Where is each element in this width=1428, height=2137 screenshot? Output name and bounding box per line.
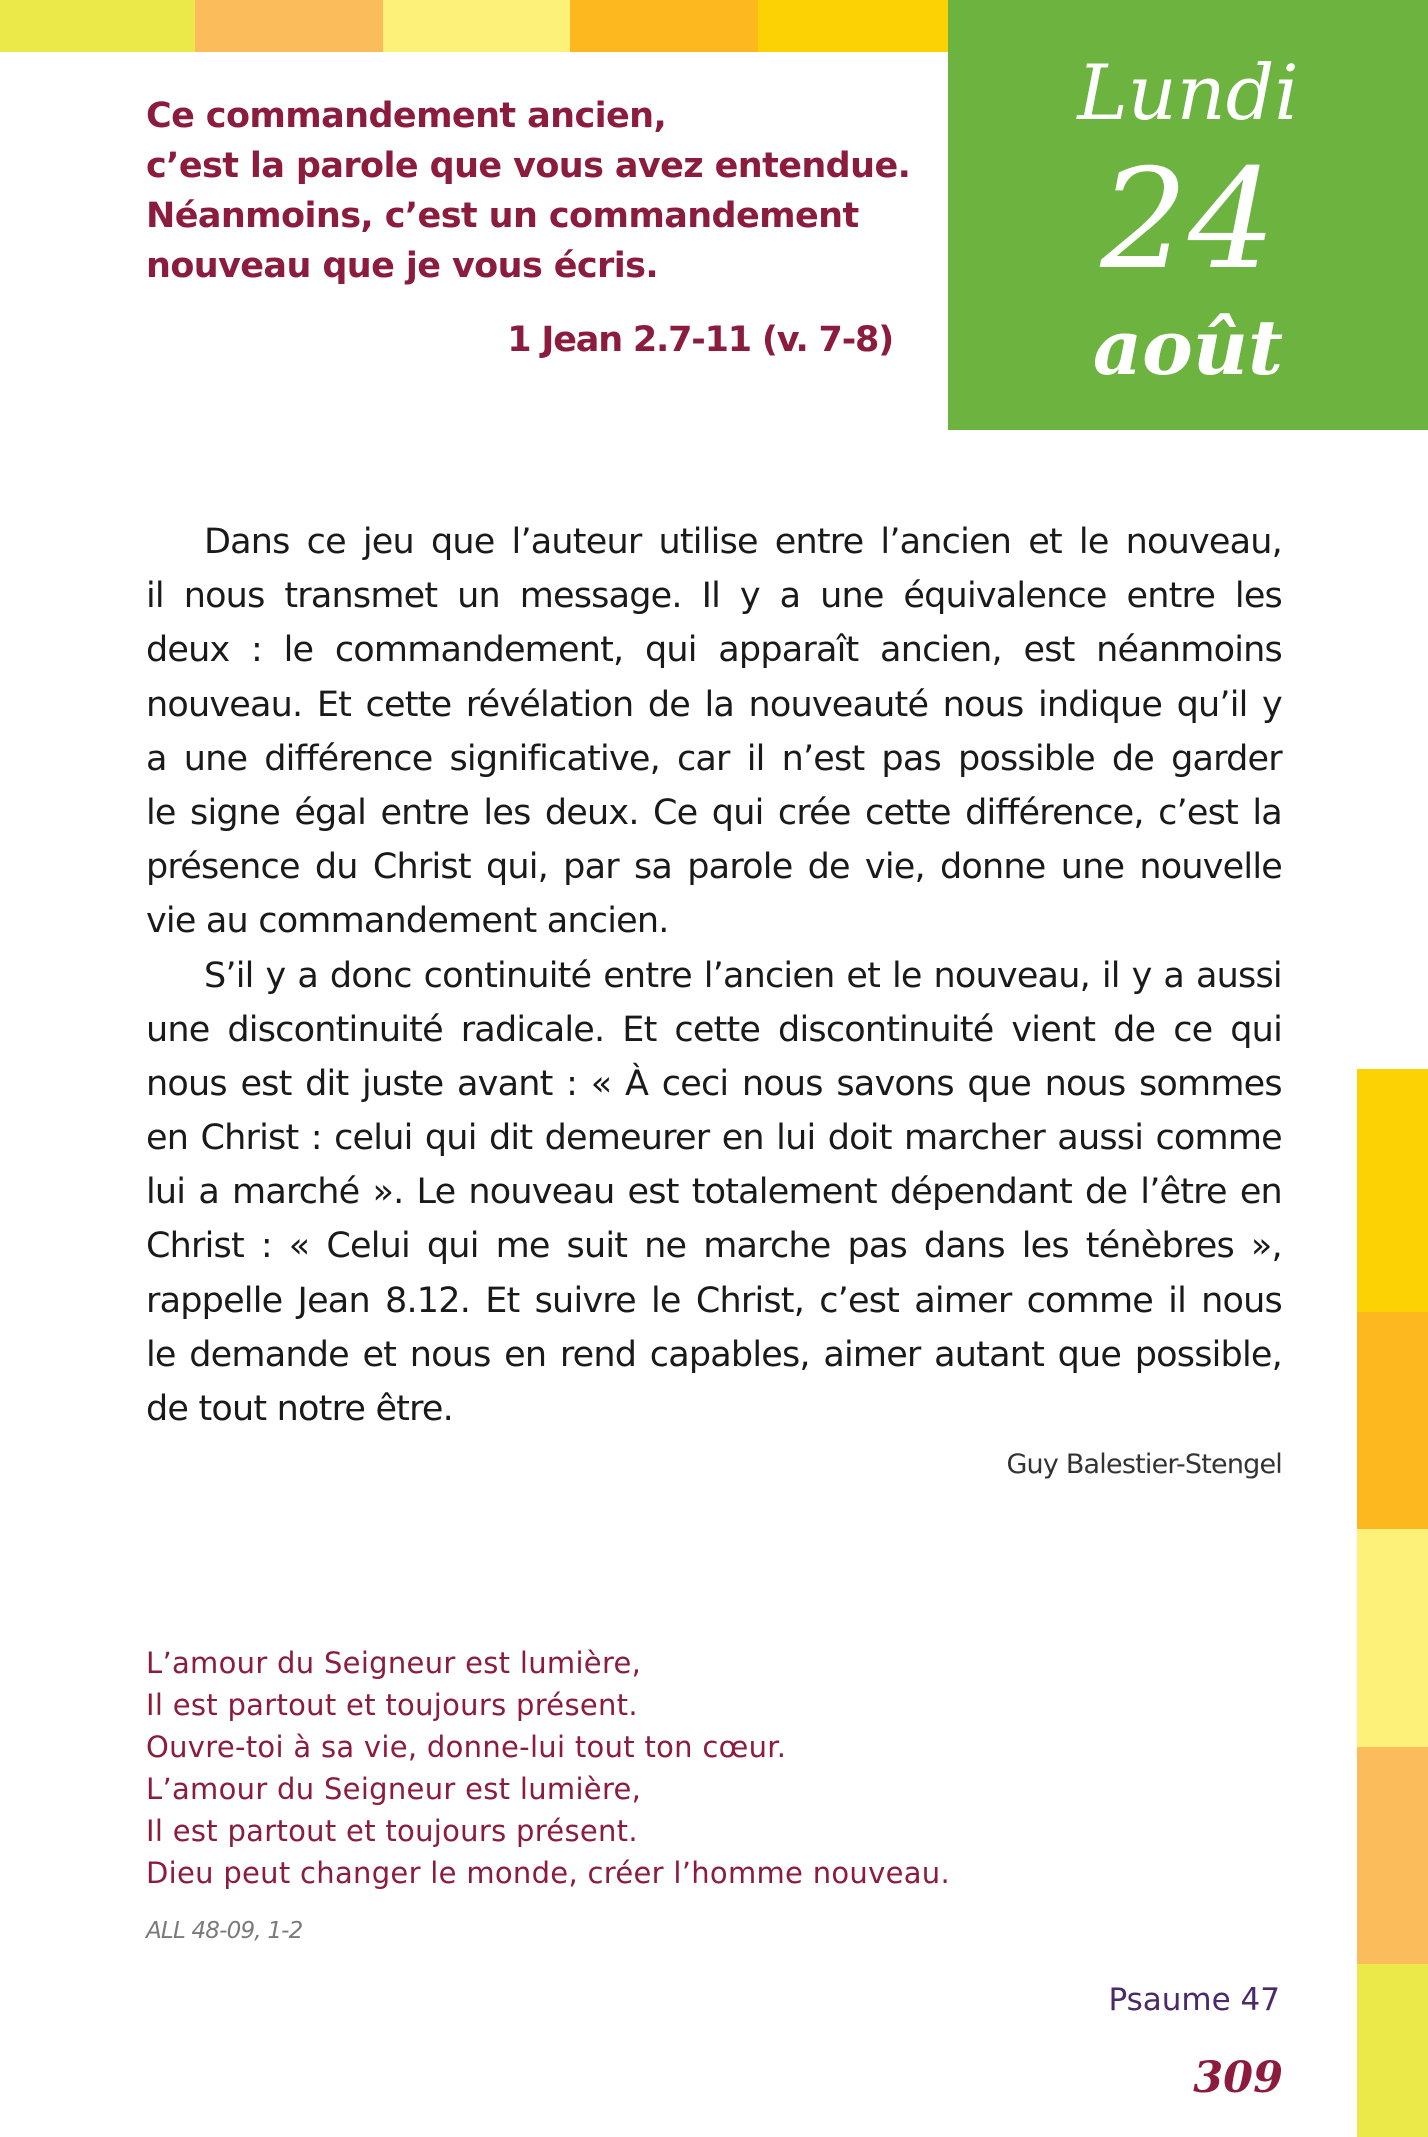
meditation-word: dit [305,1063,349,1104]
meditation-word: nouvelle [1139,847,1282,888]
meditation-word: a [297,955,318,996]
meditation-word: et [1028,522,1062,562]
meditation-word: ». [372,1172,404,1213]
meditation-word: dans [923,1226,1005,1267]
verse-reference: 1 Jean 2.7-11 (v. 7-8) [507,320,893,360]
meditation-word: garder [1171,738,1282,779]
meditation-word: nous [146,1063,227,1104]
meditation-word: il [146,576,164,617]
meditation-word: pas [847,1226,907,1267]
meditation-word: la [1252,792,1282,833]
meditation-line [146,732,1282,786]
meditation-word: Celui [326,1226,410,1267]
top-stripe-4 [570,0,758,52]
side-stripe-2 [1357,1312,1428,1529]
meditation-word: est [1023,630,1075,671]
meditation-word: de [1111,738,1155,779]
meditation-word: marché [232,1172,360,1213]
meditation-word: le [651,1280,681,1321]
meditation-word: l’auteur [511,522,642,562]
meditation-word: y [1262,684,1282,725]
meditation-word: Et [485,1280,520,1321]
meditation-word: », [1250,1226,1282,1267]
hymn-line: L’amour du Seigneur est lumière, [146,1772,642,1806]
meditation-word: continuité [423,955,592,996]
meditation-word: signe [190,792,280,833]
meditation-word: présence [146,847,300,888]
meditation-word: suit [566,1226,628,1267]
bible-verse [146,91,936,291]
meditation-word: nous [942,684,1024,725]
meditation-word: dit [488,1118,533,1159]
meditation-word: n’est [781,738,865,779]
meditation-word: lui [776,1118,816,1159]
meditation-word: il [1168,1280,1186,1321]
meditation-word: autant [934,1334,1045,1375]
meditation-word: différence, [965,792,1144,833]
meditation-word: entre [774,522,864,562]
meditation-word: entre [1126,576,1216,617]
meditation-word: : [251,630,263,671]
meditation-line [146,623,1282,677]
meditation-word: que [967,1063,1031,1104]
meditation-word: ce [1173,1009,1213,1050]
meditation-word: S’il [204,955,254,996]
meditation-word: il [746,738,765,779]
meditation-word: possible [957,738,1095,779]
meditation-word: y [265,955,286,996]
meditation-word: Dans [204,522,290,562]
meditation-word: Jean [297,1280,370,1321]
meditation-word: que [1057,1334,1122,1375]
meditation-word: discontinuité [778,1009,994,1050]
meditation-word: nouveauté [748,684,929,725]
meditation-line [146,1003,1282,1057]
meditation-word: capables, [649,1334,810,1375]
meditation-word: me [495,1226,550,1267]
meditation-word: une [146,1009,210,1050]
meditation-word: de [807,847,850,888]
meditation-word: les [1234,576,1282,617]
meditation-word: a [779,576,801,617]
meditation-word: lui [146,1172,186,1213]
meditation-word: ancien, [880,630,1002,671]
meditation-word: parole [687,847,793,888]
meditation-word: vie, [864,847,925,888]
meditation-word: de [647,684,690,725]
meditation-word: l’ancien [880,522,1012,562]
meditation-line [146,840,1282,894]
meditation-word: qui [424,1118,477,1159]
meditation-line [146,1274,1282,1328]
hymn-line: Dieu peut changer le monde, créer l’homme nouveau. [146,1856,950,1890]
meditation-word: nouveau [468,1172,615,1213]
side-stripe-1 [1357,1069,1428,1312]
meditation-line [146,786,1282,840]
meditation-word: l’ancien [703,955,835,996]
hymn-line: L’amour du Seigneur est lumière, [146,1646,642,1680]
side-stripe-5 [1357,1964,1428,2137]
meditation-word: et [846,955,881,996]
meditation-word: les [483,792,531,833]
hymn-text [146,1642,1146,1894]
hymn-line: Il est partout et toujours présent. [146,1814,638,1848]
meditation-word: utilise [658,522,758,562]
meditation-word: demande [189,1334,349,1375]
meditation-word: Ce [653,792,698,833]
meditation-word: du [314,847,358,888]
meditation-word: Et [622,1009,657,1050]
meditation-word: significative, [449,738,660,779]
side-stripe-3 [1357,1529,1428,1747]
meditation-word: suivre [534,1280,636,1321]
meditation-line [146,1057,1282,1111]
meditation-word: doit [827,1118,892,1159]
side-stripe-4 [1357,1747,1428,1964]
meditation-word: aussi [1195,955,1282,996]
meditation-word: possible, [1134,1334,1282,1375]
meditation-word: y [1131,955,1152,996]
meditation-word: vient [1011,1009,1096,1050]
meditation-word: juste [362,1063,444,1104]
meditation-word: une [1060,847,1125,888]
meditation-word: équivalence [903,576,1107,617]
meditation-word: aimer [823,1334,921,1375]
meditation-word: qui [711,792,764,833]
meditation-line [146,1219,1282,1273]
meditation-word: pas [881,738,941,779]
meditation-word: en [1239,1172,1282,1213]
top-stripe-3 [383,0,570,52]
meditation-word: dépendant [889,1172,1072,1213]
meditation-word: le [146,1334,176,1375]
meditation-word: marche [703,1226,831,1267]
meditation-word: nouveau, [933,955,1090,996]
meditation-word: le [891,955,922,996]
meditation-word: sommes [1139,1063,1282,1104]
meditation-line: de tout notre être. [146,1389,453,1429]
meditation-word: crée [777,792,851,833]
meditation-line [146,949,1282,1003]
meditation-word: nous [1044,1063,1126,1104]
meditation-word: 8.12. [385,1280,471,1321]
meditation-line [146,1111,1282,1165]
meditation-word: nous [1201,1280,1282,1321]
meditation-word: deux. [544,792,639,833]
meditation-word: comme [1155,1118,1282,1159]
meditation-word: et [362,1334,397,1375]
meditation-word: qui [644,630,697,671]
meditation-word: en [504,1334,547,1375]
meditation-word: : [310,1118,322,1159]
meditation-word: révélation [465,684,634,725]
meditation-word: Et [316,684,352,725]
meditation-word: néanmoins [1096,630,1282,671]
meditation-word: « [590,1063,612,1104]
meditation-line [146,678,1282,732]
date-day: 24 [1100,139,1276,300]
meditation-word: le [1078,522,1109,562]
meditation-word: c’est [819,1280,900,1321]
meditation-word: différence [264,738,433,779]
top-stripe-5 [758,0,948,52]
meditation-word: jeu [362,522,414,562]
meditation-word: sa [634,847,673,888]
meditation-word: nous [183,576,265,617]
meditation-word: de [1085,1172,1128,1213]
meditation-word: aimer [914,1280,1012,1321]
meditation-word: qui [1230,1009,1282,1050]
meditation-word: les [1021,1226,1069,1267]
meditation-word: « [288,1226,310,1267]
meditation-word: Christ [146,1226,244,1267]
meditation-word: rend [559,1334,637,1375]
meditation-word: transmet [284,576,438,617]
meditation-word: a [146,738,167,779]
meditation-word: cette [674,1009,761,1050]
meditation-word: ce [306,522,346,562]
meditation-word: égal [294,792,367,833]
meditation-line [146,1328,1282,1382]
meditation-word: y [739,576,760,617]
meditation-word: rappelle [146,1280,283,1321]
meditation-word: cette [865,792,951,833]
meditation-word: cette [365,684,452,725]
meditation-word: le [283,630,314,671]
meditation-word: ne [644,1226,687,1267]
meditation-word: une [183,738,248,779]
meditation-word: Le [416,1172,456,1213]
meditation-word: nous [741,1063,823,1104]
meditation-word: radicale. [460,1009,605,1050]
meditation-word: nous [409,1334,491,1375]
meditation-word: : [260,1226,272,1267]
meditation-word: apparaît [718,630,859,671]
meditation-word: qu’il [1176,684,1248,725]
meditation-word: il [1101,955,1120,996]
meditation-word: par [563,847,619,888]
meditation-word: une [820,576,884,617]
date-weekday: Lundi [1077,48,1299,137]
meditation-line [146,1165,1282,1219]
meditation-word: est [240,1063,292,1104]
meditation-word: comme [1026,1280,1153,1321]
meditation-line [146,515,1282,569]
meditation-word: est [627,1172,679,1213]
meditation-word: deux [146,630,230,671]
meditation-word: avant [457,1063,553,1104]
author-name: Guy Balestier-Stengel [1006,1449,1282,1480]
verse-line: Ce commandement ancien, [146,96,667,136]
date-month: août [1092,303,1284,392]
meditation-word: entre [603,955,692,996]
meditation-word: qui, [485,847,548,888]
meditation-word: l’être [1140,1172,1227,1213]
top-stripe-2 [195,0,383,52]
meditation-word: indique [1037,684,1163,725]
meditation-word: message. [519,576,682,617]
meditation-word: en [721,1118,764,1159]
meditation-word: que [430,522,495,562]
meditation-line [146,569,1282,623]
meditation-word: Christ [372,847,471,888]
meditation-word: qui [426,1226,479,1267]
meditation-word: de [1113,1009,1156,1050]
date-box [948,0,1428,430]
meditation-word: donne [940,847,1046,888]
meditation-word: nouveau. [146,684,303,725]
meditation-word: : [566,1063,578,1104]
meditation-word: nouveau, [1125,522,1282,562]
hymn-line: Il est partout et toujours présent. [146,1688,638,1722]
meditation-word: Christ [200,1118,299,1159]
verse-line: c’est la parole que vous avez entendue. [146,146,911,186]
meditation-word: Christ, [695,1280,805,1321]
verse-line: nouveau que je vous écris. [146,246,659,286]
meditation-word: ténèbres [1085,1226,1234,1267]
meditation-word: totalement [691,1172,877,1213]
meditation-word: donc [329,955,412,996]
meditation-word: À [625,1063,649,1104]
hymn-line: Ouvre-toi à sa vie, donne-lui tout ton cœur. [146,1730,787,1764]
meditation-word: ceci [661,1063,729,1104]
meditation-word: celui [334,1118,413,1159]
meditation-word: commandement, [334,630,624,671]
meditation-word: aussi [1057,1118,1144,1159]
meditation-text [146,515,1282,1436]
meditation-word: c’est [1158,792,1238,833]
hymn-reference: ALL 48-09, 1-2 [146,1918,303,1944]
meditation-word: a [198,1172,219,1213]
meditation-word: a [1163,955,1185,996]
meditation-word: discontinuité [227,1009,443,1050]
meditation-word: Il [701,576,721,617]
meditation-word: le [146,792,176,833]
meditation-word: demeurer [544,1118,710,1159]
page-number: 309 [1193,2053,1283,2103]
meditation-word: car [676,738,730,779]
meditation-word: marcher [904,1118,1045,1159]
meditation-word: un [457,576,500,617]
meditation-word: en [146,1118,189,1159]
top-stripe-1 [0,0,195,52]
meditation-line: vie au commandement ancien. [146,901,669,942]
meditation-word: entre [380,792,470,833]
verse-line: Néanmoins, c’est un commandement [146,196,859,236]
meditation-word: savons [836,1063,954,1104]
meditation-word: la [704,684,735,725]
psalm-reference: Psaume 47 [1108,1982,1280,2018]
